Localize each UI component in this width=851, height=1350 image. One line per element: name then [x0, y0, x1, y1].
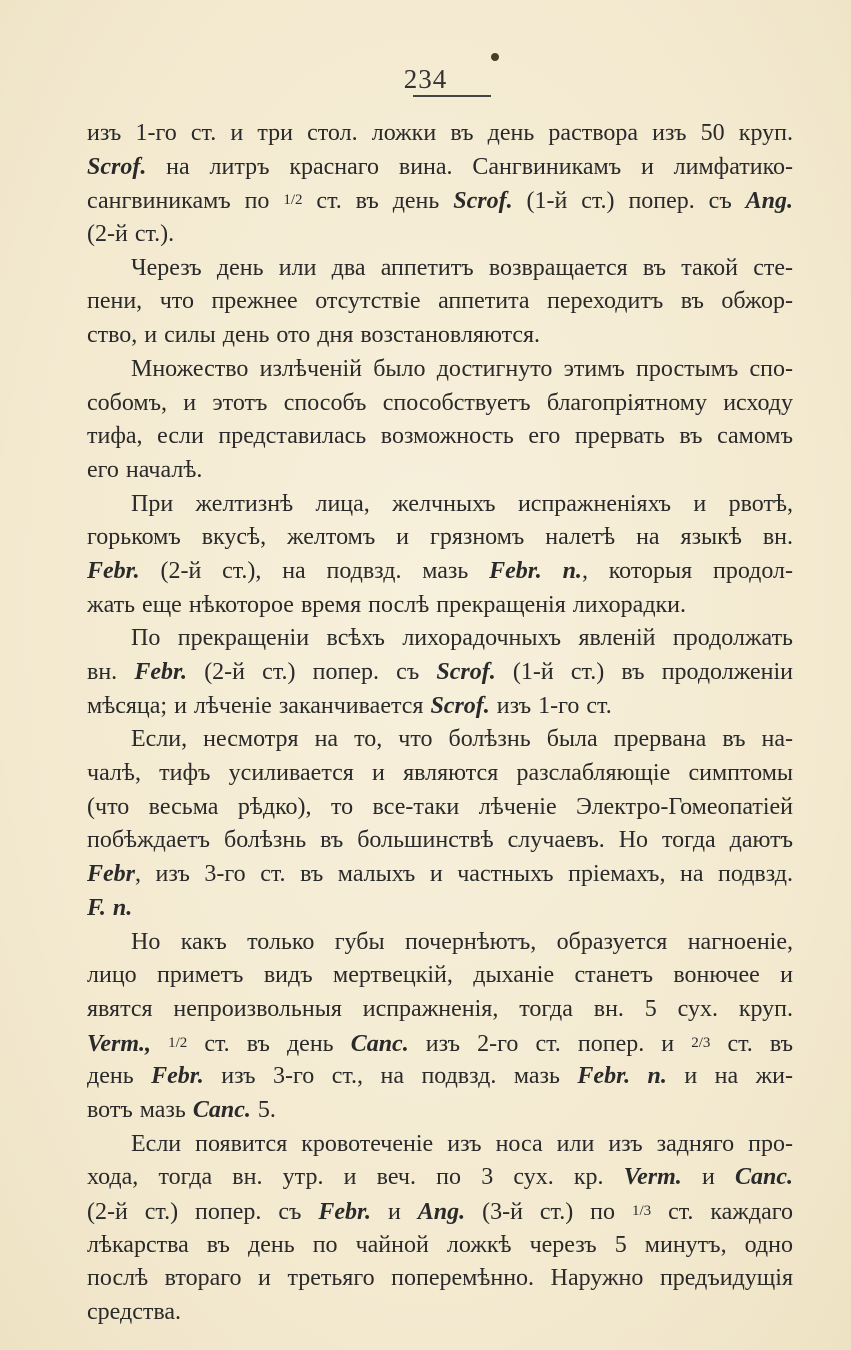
- text-run: Черезъ день или два аппетитъ возвращается въ такой сте-: [131, 254, 793, 281]
- text-run: явятся непроизвольныя испражненія, тогда вн. 5 сух. круп.: [87, 995, 793, 1022]
- text-run: По прекращеніи всѣхъ лихорадочныхъ явленій продолжать: [131, 625, 793, 652]
- remedy-name: Febr.: [87, 557, 140, 584]
- text-line: [87, 1229, 793, 1263]
- text-line: [87, 1195, 793, 1229]
- text-line: [87, 454, 793, 488]
- text-line: [87, 993, 793, 1027]
- text-line: [87, 555, 793, 589]
- body-text: [87, 117, 794, 1330]
- remedy-name: Ang.: [417, 1199, 466, 1225]
- text-run: изъ 1-го ст. и три стол. ложки въ день раствора изъ 50 круп.: [87, 120, 793, 146]
- text-run: Если, несмотря на то, что болѣзнь была прервана въ на-: [131, 726, 793, 753]
- text-line: [87, 151, 793, 185]
- text-run: на литръ краснаго вина. Сангвиникамъ и лимфатико-: [146, 153, 793, 180]
- text-run: и: [371, 1199, 418, 1225]
- text-line: [87, 1094, 793, 1128]
- text-line: [87, 1161, 793, 1195]
- text-line: [131, 723, 793, 757]
- text-run: его началѣ.: [87, 456, 203, 483]
- text-run: [151, 1031, 168, 1057]
- remedy-name: Febr.: [151, 1063, 204, 1090]
- fraction: 1/2: [283, 192, 303, 209]
- text-line: [87, 892, 793, 926]
- text-run: послѣ втораго и третьяго поперемѣнно. Наружно предъидущія: [87, 1265, 793, 1292]
- text-run: ство, и силы день ото дня возстановляются.: [87, 322, 541, 349]
- text-run: и на жи-: [666, 1063, 794, 1090]
- text-run: лицо приметъ видъ мертвецкій, дыханіе станетъ вонючее и: [87, 962, 793, 989]
- text-run: Множество излѣченій было достигнуто этимъ простымъ спо-: [131, 355, 793, 382]
- text-line: [87, 589, 793, 623]
- text-run: Если появится кровотеченіе изъ носа или изъ задняго про-: [131, 1130, 793, 1157]
- text-line: [131, 488, 793, 522]
- text-line: [87, 1262, 793, 1296]
- text-run: мѣсяца; и лѣченіе заканчивается: [87, 692, 431, 719]
- text-run: лѣкарства въ день по чайной ложкѣ черезъ 5 минутъ, одно: [87, 1231, 793, 1258]
- text-line: [131, 353, 793, 387]
- text-line: [131, 926, 793, 960]
- text-run: ст. въ день: [302, 188, 454, 215]
- text-run: вотъ мазь: [87, 1096, 193, 1123]
- text-run: (2-й ст.) попер. съ: [187, 659, 437, 685]
- text-run: (1-й ст.) въ продолженіи: [495, 659, 793, 685]
- text-run: чалѣ, тифъ усиливается и являются разслабляющіе симптомы: [87, 760, 793, 787]
- text-line: [87, 117, 793, 151]
- text-run: При желтизнѣ лица, желчныхъ испражненіяхъ и рвотѣ,: [131, 490, 793, 517]
- text-line: [131, 622, 793, 656]
- remedy-name: Febr. n.: [489, 557, 582, 584]
- page-number: 234: [403, 64, 448, 94]
- text-run: и: [681, 1164, 735, 1191]
- text-line: [87, 858, 793, 892]
- text-line: [87, 1060, 793, 1094]
- text-line: [87, 757, 793, 791]
- remedy-name: Canc.: [734, 1164, 793, 1191]
- text-line: [87, 791, 793, 825]
- text-line: [87, 959, 793, 993]
- text-line: [131, 1128, 793, 1162]
- remedy-name: Canc.: [350, 1030, 409, 1057]
- text-run: тифа, если представилась возможность его прервать въ самомъ: [87, 423, 793, 450]
- text-run: (3-й ст.) по: [465, 1199, 632, 1225]
- text-run: (2-й ст.).: [87, 221, 175, 248]
- text-run: ст. каждаго: [651, 1199, 793, 1225]
- text-run: (2-й ст.), на подвзд. мазь: [139, 557, 490, 584]
- text-run: изъ 3-го ст., на подвзд. мазь: [203, 1063, 578, 1090]
- ink-dot: [491, 53, 499, 61]
- text-run: Но какъ только губы почернѣютъ, образуется нагноеніе,: [131, 928, 793, 955]
- remedy-name: Verm.: [623, 1164, 682, 1191]
- text-line: [87, 656, 793, 690]
- text-run: изъ 1-го ст.: [489, 692, 612, 719]
- text-run: (1-й ст.) попер. съ: [512, 188, 746, 215]
- remedy-name: Verm.,: [87, 1030, 152, 1057]
- text-run: , изъ 3-го ст. въ малыхъ и частныхъ пріемахъ, на подвзд.: [135, 861, 793, 888]
- text-run: ст. въ день: [187, 1030, 351, 1057]
- fraction: 1/3: [631, 1203, 652, 1219]
- remedy-name: Febr: [87, 861, 135, 888]
- text-run: изъ 2-го ст. попер. и: [408, 1030, 692, 1057]
- text-line: [87, 420, 793, 454]
- text-run: сангвиникамъ по: [87, 188, 284, 215]
- remedy-name: Febr. n.: [577, 1063, 667, 1090]
- text-run: ст. въ: [710, 1030, 794, 1057]
- remedy-name: Scrof.: [453, 188, 513, 215]
- text-run: жать еще нѣкоторое время послѣ прекращенія лихорадки.: [87, 591, 687, 618]
- text-run: средства.: [87, 1299, 182, 1326]
- text-line: [87, 184, 793, 218]
- text-run: хода, тогда вн. утр. и веч. по 3 сух. кр.: [87, 1164, 624, 1191]
- remedy-name: Febr.: [134, 659, 188, 685]
- text-line: [131, 252, 793, 286]
- text-line: [87, 218, 793, 252]
- text-run: (2-й ст.) попер. съ: [87, 1199, 319, 1225]
- text-run: (что весьма рѣдко), то все-таки лѣченіе Электро-Гомеопатіей: [87, 793, 793, 820]
- text-run: , которыя продол-: [581, 557, 793, 584]
- remedy-name: Ang.: [745, 188, 794, 215]
- text-run: 5.: [250, 1096, 276, 1123]
- remedy-name: Canc.: [192, 1096, 251, 1123]
- remedy-name: F. n.: [87, 894, 133, 921]
- remedy-name: Scrof.: [436, 659, 496, 685]
- fraction: 2/3: [691, 1034, 711, 1051]
- text-line: [87, 521, 793, 555]
- text-line: [87, 1027, 793, 1061]
- remedy-name: Febr.: [318, 1199, 372, 1225]
- text-run: горькомъ вкусѣ, желтомъ и грязномъ налетѣ на языкѣ вн.: [87, 524, 793, 551]
- remedy-name: Scrof.: [87, 153, 147, 180]
- text-line: [87, 1296, 793, 1330]
- text-run: собомъ, и этотъ способъ способствуетъ благопріятному исходу: [87, 389, 793, 416]
- text-run: день: [87, 1063, 152, 1090]
- page-number-rule: [413, 95, 491, 97]
- fraction: 1/2: [168, 1034, 188, 1051]
- text-run: побѣждаетъ болѣзнь въ большинствѣ случаевъ. Но тогда даютъ: [87, 827, 793, 854]
- text-line: [87, 285, 793, 319]
- text-line: [87, 387, 793, 421]
- text-line: [87, 319, 793, 353]
- text-line: [87, 690, 793, 724]
- text-run: вн.: [87, 659, 135, 685]
- remedy-name: Scrof.: [430, 692, 490, 719]
- text-line: [87, 824, 793, 858]
- text-run: пени, что прежнее отсутствіе аппетита переходитъ въ обжор-: [87, 288, 793, 315]
